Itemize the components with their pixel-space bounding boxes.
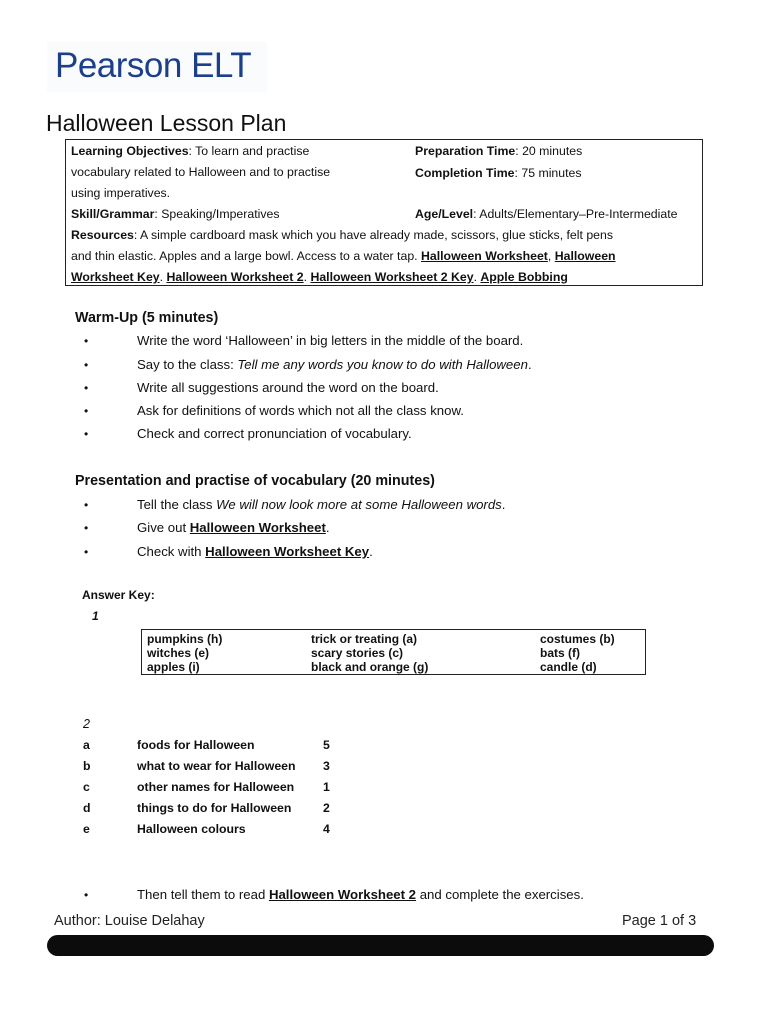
period: .: [501, 497, 506, 512]
matching-text: foods for Halloween: [137, 738, 255, 752]
bullet: •: [84, 888, 89, 902]
presentation-item-text: Tell the class: [137, 497, 217, 512]
link-halloween-worksheet-key-part2[interactable]: Worksheet Key: [71, 270, 160, 284]
link-halloween-worksheet[interactable]: Halloween Worksheet: [421, 249, 548, 263]
table-cell: pumpkins (h): [147, 632, 223, 646]
matching-number: 5: [323, 738, 330, 752]
exercise-1-number: 1: [92, 609, 99, 623]
preparation-time-value: : 20 minutes: [515, 144, 583, 158]
link-halloween-worksheet-2-key[interactable]: Halloween Worksheet 2 Key: [310, 270, 474, 284]
separator: .: [159, 270, 167, 284]
learning-objectives-line2: vocabulary related to Halloween and to practise: [71, 165, 331, 179]
age-level-value: : Adults/Elementary–Pre-Intermediate: [473, 207, 678, 221]
presentation-item: [137, 520, 330, 535]
matching-text: Halloween colours: [137, 822, 246, 836]
link-halloween-worksheet[interactable]: Halloween Worksheet: [189, 520, 326, 535]
matching-number: 2: [323, 801, 330, 815]
link-halloween-worksheet-key-part1[interactable]: Halloween: [554, 249, 616, 263]
table-cell: scary stories (c): [311, 646, 404, 660]
answer-table: [141, 629, 646, 675]
bullet: •: [84, 381, 89, 395]
warmup-item: Check and correct pronunciation of vocabulary.: [137, 426, 412, 441]
presentation-item-text: Check with: [137, 544, 206, 559]
table-cell: witches (e): [147, 646, 210, 660]
preparation-time-label: Preparation Time: [415, 144, 516, 158]
period: .: [527, 357, 532, 372]
resources-line3: [71, 267, 568, 288]
bullet: •: [84, 404, 89, 418]
matching-text: things to do for Halloween: [137, 801, 292, 815]
separator: ,: [547, 249, 555, 263]
separator: .: [473, 270, 481, 284]
presentation-heading: Presentation and practise of vocabulary (20 minutes): [75, 473, 435, 489]
learning-objectives-line3: using imperatives.: [71, 186, 171, 200]
link-halloween-worksheet-2[interactable]: Halloween Worksheet 2: [166, 270, 304, 284]
matching-letter: c: [83, 780, 90, 794]
table-cell: black and orange (g): [311, 660, 429, 674]
bullet: •: [84, 334, 89, 348]
link-apple-bobbing[interactable]: Apple Bobbing: [480, 270, 568, 284]
learning-objectives-text: : To learn and practise: [188, 144, 310, 158]
period: .: [325, 520, 330, 535]
warmup-item: [137, 357, 532, 372]
matching-number: 3: [323, 759, 330, 773]
warmup-heading: Warm-Up (5 minutes): [75, 310, 219, 326]
warmup-item: Write the word ‘Halloween’ in big letters in the middle of the board.: [137, 333, 524, 348]
matching-letter: e: [83, 822, 90, 836]
presentation-item: [137, 497, 505, 512]
age-level-label: Age/Level: [415, 207, 474, 221]
skill-grammar-value: : Speaking/Imperatives: [154, 207, 280, 221]
bullet: •: [84, 521, 89, 535]
preparation-time: [415, 141, 582, 162]
resources-line2: [71, 246, 616, 267]
page-title: Halloween Lesson Plan: [46, 110, 287, 136]
period: .: [369, 544, 373, 559]
link-halloween-worksheet-2[interactable]: Halloween Worksheet 2: [268, 887, 417, 902]
age-level: [415, 204, 677, 225]
warmup-item: Write all suggestions around the word on the board.: [137, 380, 439, 395]
bullet: •: [84, 358, 89, 372]
completion-time-value: : 75 minutes: [514, 166, 582, 180]
skill-grammar-label: Skill/Grammar: [71, 207, 155, 221]
table-cell: apples (i): [147, 660, 200, 674]
table-cell: bats (f): [540, 646, 580, 660]
matching-letter: b: [83, 759, 91, 773]
matching-number: 4: [323, 822, 330, 836]
learning-objectives-label: Learning Objectives: [71, 144, 189, 158]
table-cell: candle (d): [540, 660, 597, 674]
resources-text: : A simple cardboard mask which you have already made, scissors, glue sticks, felt pens: [133, 228, 614, 242]
objectives-box: [65, 139, 703, 286]
matching-letter: a: [83, 738, 90, 752]
presentation-item-text: Give out: [137, 520, 190, 535]
table-cell: costumes (b): [540, 632, 615, 646]
learning-objectives-line1: [71, 141, 309, 162]
answer-key-heading: Answer Key:: [82, 588, 155, 602]
resources-text-2: and thin elastic. Apples and a large bowl. Access to a water tap.: [71, 249, 421, 263]
skill-grammar: [71, 204, 279, 225]
pearson-logo: Pearson ELT: [55, 46, 252, 85]
completion-time: [415, 163, 582, 184]
warmup-item-quote: Tell me any words you know to do with Halloween: [237, 357, 528, 372]
presentation-item-quote: We will now look more at some Halloween words: [216, 497, 502, 512]
matching-text: other names for Halloween: [137, 780, 295, 794]
matching-letter: d: [83, 801, 91, 815]
matching-number: 1: [323, 780, 330, 794]
footer-bar: [47, 935, 714, 956]
separator: .: [303, 270, 311, 284]
link-halloween-worksheet-key[interactable]: Halloween Worksheet Key: [205, 544, 370, 559]
table-cell: trick or treating (a): [311, 632, 418, 646]
bullet: •: [84, 498, 89, 512]
page-number: Page 1 of 3: [622, 913, 697, 929]
resources-line1: [71, 225, 613, 246]
resources-label: Resources: [71, 228, 134, 242]
completion-time-label: Completion Time: [415, 166, 515, 180]
final-item-text: Then tell them to read: [137, 887, 269, 902]
author: Author: Louise Delahay: [54, 913, 205, 929]
exercise-2-number: 2: [83, 717, 90, 731]
bullet: •: [84, 427, 89, 441]
final-item-text-2: and complete the exercises.: [416, 887, 584, 902]
bullet: •: [84, 545, 89, 559]
presentation-item: [137, 544, 373, 559]
matching-text: what to wear for Halloween: [137, 759, 296, 773]
warmup-item-text: Say to the class:: [137, 357, 238, 372]
warmup-item: Ask for definitions of words which not all the class know.: [137, 403, 464, 418]
final-item: [137, 887, 584, 902]
